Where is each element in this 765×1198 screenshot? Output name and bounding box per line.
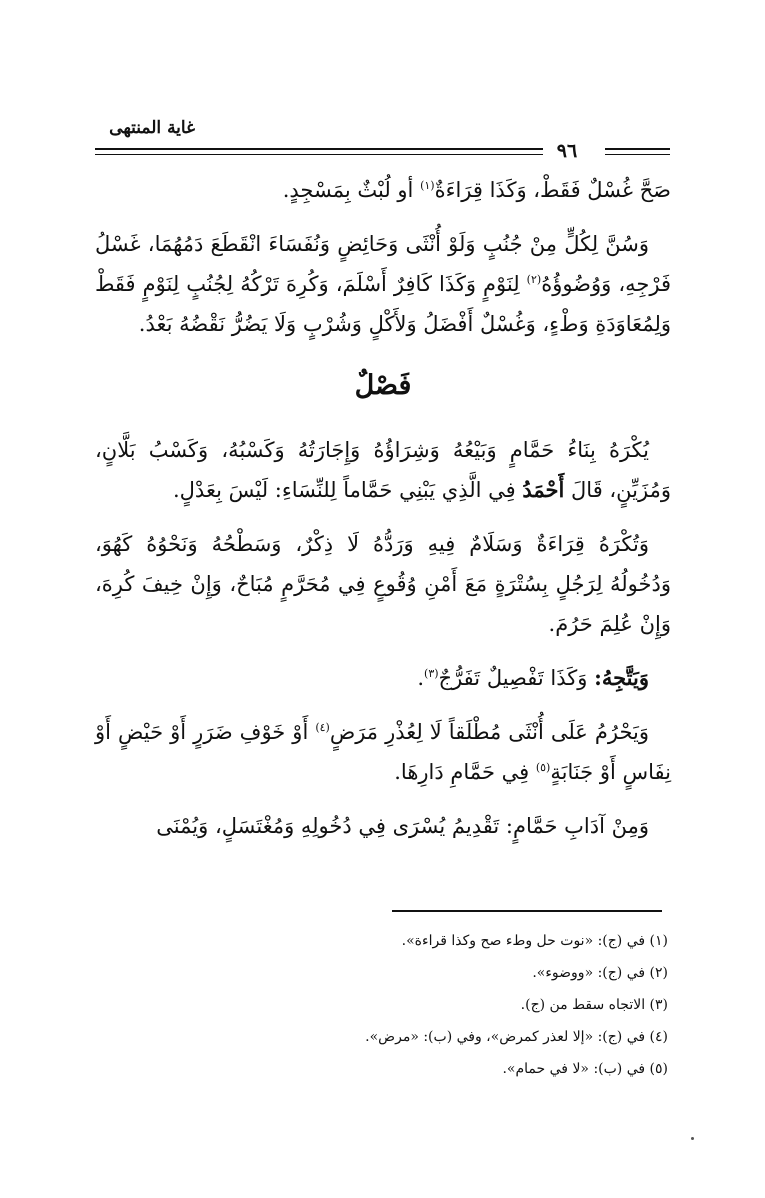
- page-header: [95, 118, 670, 162]
- section-heading: فَصْلٌ: [354, 370, 412, 401]
- paragraph: [95, 658, 671, 698]
- footnote-separator: [392, 910, 662, 912]
- footnote: (٤) في (ج): «إلا لعذر كمرض»، وفي (ب): «مرض».: [365, 1029, 668, 1045]
- text-run: .: [417, 666, 425, 690]
- text-run: أَوْ خَوْفِ ضَرَرٍ أَوْ حَيْضٍ أَوْ نِفَاسٍ أَوْ جَنَابَةٍ: [95, 720, 671, 784]
- text-run: فِي حَمَّامِ دَارِهَا.: [394, 760, 530, 784]
- footnote-ref: (١): [420, 179, 435, 192]
- footnote: (١) في (ج): «نوت حل وطء صح وكذا قراءة».: [401, 933, 668, 949]
- text-run: صَحَّ غُسْلٌ فَقَطْ، وَكَذَا قِرَاءَةٌ: [434, 178, 671, 202]
- name-highlight: أَحْمَدُ: [522, 477, 565, 502]
- header-rule-right-top: [605, 148, 670, 150]
- text-run: يُكْرَهُ بِنَاءُ حَمَّامٍ وَبَيْعُهُ وَشِرَاؤُهُ وَإِجَارَتُهُ وَكَسْبُهُ، وَكَسْبُ بَلَّانٍ، وَمُزَيِّنٍ، قَالَ: [95, 438, 671, 502]
- header-rule-left-top: [95, 148, 543, 150]
- footnote: (٥) في (ب): «لا في حمام».: [502, 1061, 668, 1077]
- text-run: أو لُبْثٌ بِمَسْجِدٍ.: [282, 178, 414, 202]
- text-run: وَتُكْرَهُ قِرَاءَةٌ وَسَلَامٌ فِيهِ وَرَدُّهُ لَا ذِكْرٌ، وَسَطْحُهُ وَنَحْوُهُ كَهُوَ، وَدُخُولُهُ لِرَجُلٍ بِسُتْرَةٍ مَعَ أَمْنِ وُقُوعٍ فِي مُحَرَّمٍ مُبَاحٌ، وَإِنْ خِيفَ كُرِهَ، وَإِنْ عُلِمَ حَرُمَ.: [95, 532, 671, 636]
- text-run: فِي الَّذِي يَبْنِي حَمَّاماً لِلنِّسَاءِ: لَيْسَ بِعَدْلٍ.: [172, 478, 516, 502]
- text-run: وَمِنْ آدَابِ حَمَّامٍ: تَقْدِيمُ يُسْرَى فِي دُخُولِهِ وَمُغْتَسَلٍ، وَيُمْنَى: [156, 814, 649, 838]
- text-run: لِنَوْمٍ وَكَذَا كَافِرٌ أَسْلَمَ، وَكُرِهَ تَرْكُهُ لِجُنُبٍ لِنَوْمٍ فَقَطْ وَلِمُعَاوَدَةِ وَطْءٍ، وَغُسْلٌ أَفْضَلُ وَلأَكْلٍ وَشُرْبٍ وَلَا يَضُرُّ نَقْضُهُ بَعْدُ.: [95, 272, 671, 336]
- footnote-ref: (٢): [526, 273, 542, 286]
- page-number: ٩٦: [556, 140, 578, 162]
- footnote: (٣) الاتجاه سقط من (ج).: [520, 997, 668, 1013]
- paragraph: [95, 170, 671, 210]
- scan-speck: [691, 1137, 694, 1140]
- paragraph: [95, 524, 671, 644]
- paragraph: [95, 806, 671, 846]
- main-text: [95, 170, 671, 860]
- paragraph: [95, 224, 671, 344]
- header-rule-right-bottom: [605, 154, 670, 155]
- footnote-ref: (٥): [535, 761, 551, 774]
- paragraph: [95, 712, 671, 792]
- text-run: وَكَذَا تَفْصِيلٌ تَفَرُّجٌ: [438, 666, 588, 690]
- footnotes: [120, 925, 668, 1085]
- book-title: غاية المنتهى: [109, 118, 195, 138]
- footnote-ref: (٣): [424, 667, 439, 680]
- text-run: وَسُنَّ لِكُلٍّ مِنْ جُنُبٍ وَلَوْ أُنْثَى وَحَائِضٍ وَنُفَسَاءَ انْقَطَعَ دَمُهُمَا، غَسْلُ فَرْجِهِ، وَوُضُوؤُهُ: [95, 232, 671, 296]
- text-run: وَيَحْرُمُ عَلَى أُنْثَى مُطْلَقاً لَا لِعُذْرِ مَرَضٍ: [329, 720, 649, 744]
- paragraph: [95, 430, 671, 510]
- footnote: (٢) في (ج): «ووضوء».: [532, 965, 668, 981]
- footnote-ref: (٤): [315, 721, 330, 734]
- lead-term: وَيَتَّجِهُ:: [594, 665, 649, 690]
- header-rule-left-bottom: [95, 154, 543, 155]
